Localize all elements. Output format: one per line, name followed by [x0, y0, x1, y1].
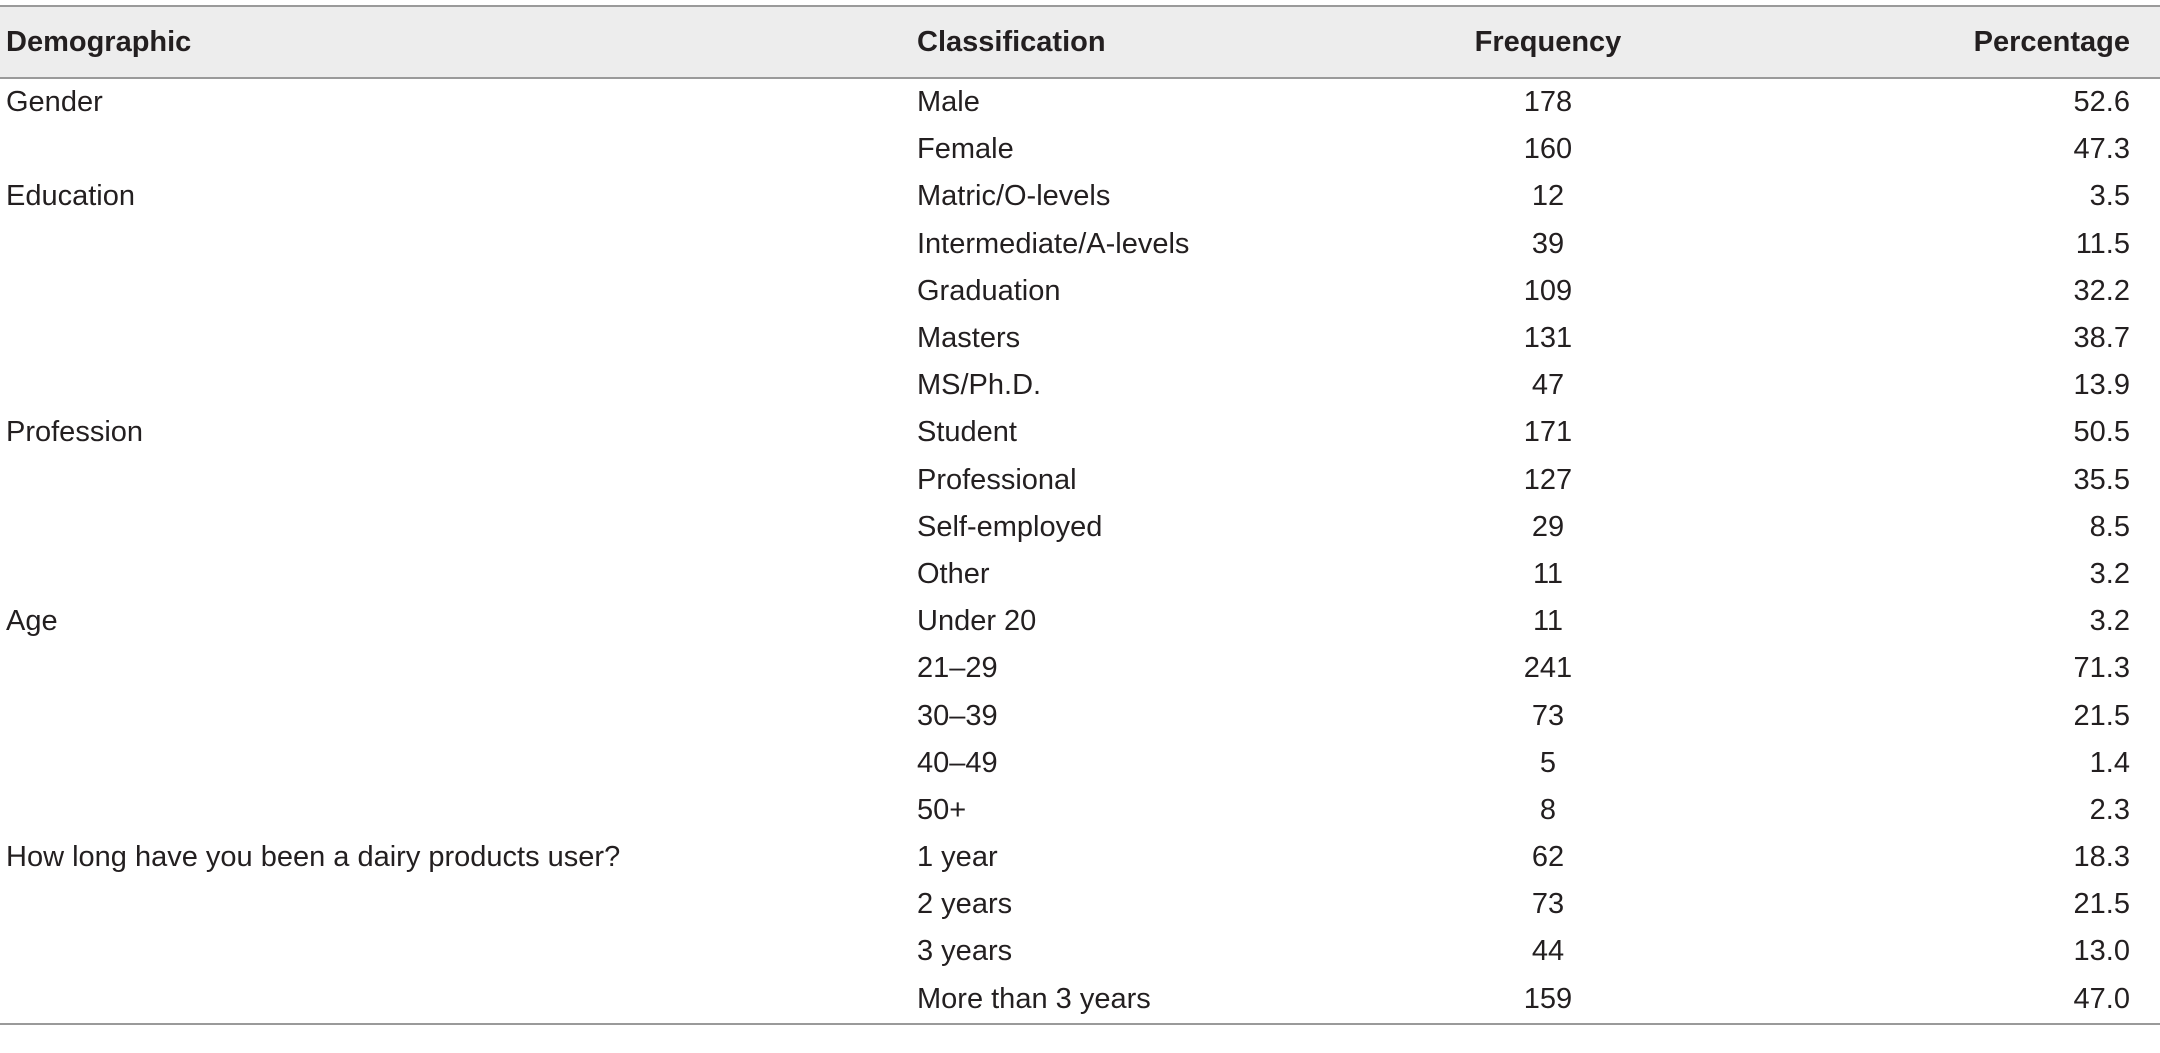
- cell-frequency: 44: [1531, 935, 1565, 968]
- cell-demographic: [0, 551, 911, 598]
- cell-percentage: 50.5: [2073, 416, 2130, 449]
- table-row: [0, 78, 2160, 126]
- cell-frequency: 62: [1531, 841, 1565, 874]
- cell-demographic: [0, 740, 911, 787]
- cell-percentage: 11.5: [2075, 227, 2130, 260]
- cell-classification: 2 years: [917, 888, 1013, 921]
- table-row: [0, 409, 2160, 456]
- table-row: [0, 315, 2160, 362]
- cell-frequency: 29: [1531, 510, 1565, 543]
- table-row: [0, 740, 2160, 787]
- table-body: [0, 78, 2160, 1024]
- cell-classification: Self-employed: [917, 510, 1103, 543]
- table-row: [0, 173, 2160, 220]
- cell-demographic: [0, 645, 911, 692]
- cell-percentage: 38.7: [2073, 322, 2130, 355]
- cell-frequency: 131: [1523, 322, 1573, 355]
- cell-classification: 21–29: [917, 652, 998, 685]
- cell-percentage: 1.4: [2089, 746, 2130, 779]
- cell-frequency: 73: [1531, 699, 1565, 732]
- cell-percentage: 47.0: [1679, 976, 2160, 1024]
- cell-demographic: Education: [6, 180, 135, 213]
- header-percentage: Percentage: [1679, 6, 2160, 78]
- cell-demographic: [0, 268, 911, 315]
- header-frequency: Frequency: [1417, 6, 1679, 78]
- table-row: [0, 221, 2160, 268]
- cell-frequency: 12: [1531, 180, 1565, 213]
- table-header: [0, 6, 2160, 78]
- header-classification: Classification: [911, 6, 1417, 78]
- table-row: [0, 362, 2160, 409]
- cell-classification: Masters: [917, 322, 1021, 355]
- cell-demographic: [0, 457, 911, 504]
- cell-classification: 3 years: [917, 935, 1013, 968]
- cell-frequency: 127: [1523, 463, 1573, 496]
- cell-demographic: How long have you been a dairy products user?: [6, 841, 621, 874]
- cell-frequency: 5: [1539, 746, 1557, 779]
- cell-percentage: 18.3: [2073, 841, 2130, 874]
- cell-frequency: 73: [1531, 888, 1565, 921]
- cell-frequency: 109: [1523, 274, 1573, 307]
- cell-percentage: 3.2: [2089, 557, 2130, 590]
- cell-demographic: [0, 315, 911, 362]
- cell-demographic: [0, 362, 911, 409]
- cell-percentage: 71.3: [2073, 652, 2130, 685]
- cell-percentage: 21.5: [2073, 699, 2130, 732]
- cell-classification: Intermediate/A-levels: [917, 227, 1190, 260]
- header-demographic: Demographic: [0, 6, 911, 78]
- cell-classification: Other: [917, 557, 990, 590]
- cell-classification: MS/Ph.D.: [917, 369, 1042, 402]
- cell-frequency: 47: [1531, 369, 1565, 402]
- cell-classification: Graduation: [917, 274, 1061, 307]
- table-row: [0, 976, 2160, 1024]
- table-row: [0, 598, 2160, 645]
- cell-classification: 1 year: [917, 841, 998, 874]
- cell-classification: Professional: [917, 463, 1077, 496]
- table-row: [0, 268, 2160, 315]
- table-row: [0, 126, 2160, 173]
- header-row: [0, 6, 2160, 78]
- table-row: [0, 551, 2160, 598]
- cell-classification: Matric/O-levels: [917, 180, 1111, 213]
- cell-demographic: [0, 881, 911, 928]
- cell-percentage: 35.5: [2073, 463, 2130, 496]
- cell-demographic: Age: [6, 605, 58, 638]
- cell-classification: 40–49: [917, 746, 998, 779]
- table-row: [0, 787, 2160, 834]
- cell-demographic: [0, 504, 911, 551]
- cell-classification: 50+: [917, 793, 967, 826]
- cell-demographic: [0, 221, 911, 268]
- cell-classification: Female: [917, 133, 1014, 166]
- cell-demographic: [0, 692, 911, 739]
- cell-percentage: 52.6: [2073, 86, 2130, 119]
- cell-frequency: 11: [1532, 557, 1564, 590]
- cell-frequency: 178: [1523, 86, 1573, 119]
- cell-percentage: 8.5: [2089, 510, 2130, 543]
- cell-percentage: 13.0: [2073, 935, 2130, 968]
- demographics-table: [0, 5, 2160, 1025]
- cell-demographic: [0, 928, 911, 975]
- table-row: [0, 928, 2160, 975]
- cell-frequency: 39: [1531, 227, 1565, 260]
- cell-frequency: 160: [1523, 133, 1573, 166]
- table-row: [0, 881, 2160, 928]
- cell-demographic: [0, 126, 911, 173]
- cell-demographic: Gender: [6, 86, 103, 119]
- cell-frequency: 11: [1532, 605, 1564, 638]
- table-row: [0, 834, 2160, 881]
- cell-classification: Male: [917, 86, 980, 119]
- cell-demographic: Profession: [6, 416, 144, 449]
- cell-percentage: 2.3: [2089, 793, 2130, 826]
- cell-percentage: 47.3: [2073, 133, 2130, 166]
- cell-percentage: 21.5: [2073, 888, 2130, 921]
- table-row: [0, 645, 2160, 692]
- cell-classification: More than 3 years: [911, 976, 1417, 1024]
- cell-demographic: [0, 976, 911, 1024]
- table-row: [0, 504, 2160, 551]
- cell-percentage: 3.5: [2089, 180, 2130, 213]
- table-row: [0, 457, 2160, 504]
- cell-percentage: 3.2: [2089, 605, 2130, 638]
- cell-percentage: 13.9: [2073, 369, 2130, 402]
- cell-frequency: 8: [1539, 793, 1557, 826]
- cell-classification: Student: [917, 416, 1017, 449]
- cell-percentage: 32.2: [2073, 274, 2130, 307]
- cell-frequency: 171: [1523, 416, 1573, 449]
- cell-frequency: 241: [1523, 652, 1573, 685]
- cell-frequency: 159: [1417, 976, 1679, 1024]
- cell-demographic: [0, 787, 911, 834]
- cell-classification: Under 20: [917, 605, 1037, 638]
- cell-classification: 30–39: [917, 699, 998, 732]
- table-row: [0, 692, 2160, 739]
